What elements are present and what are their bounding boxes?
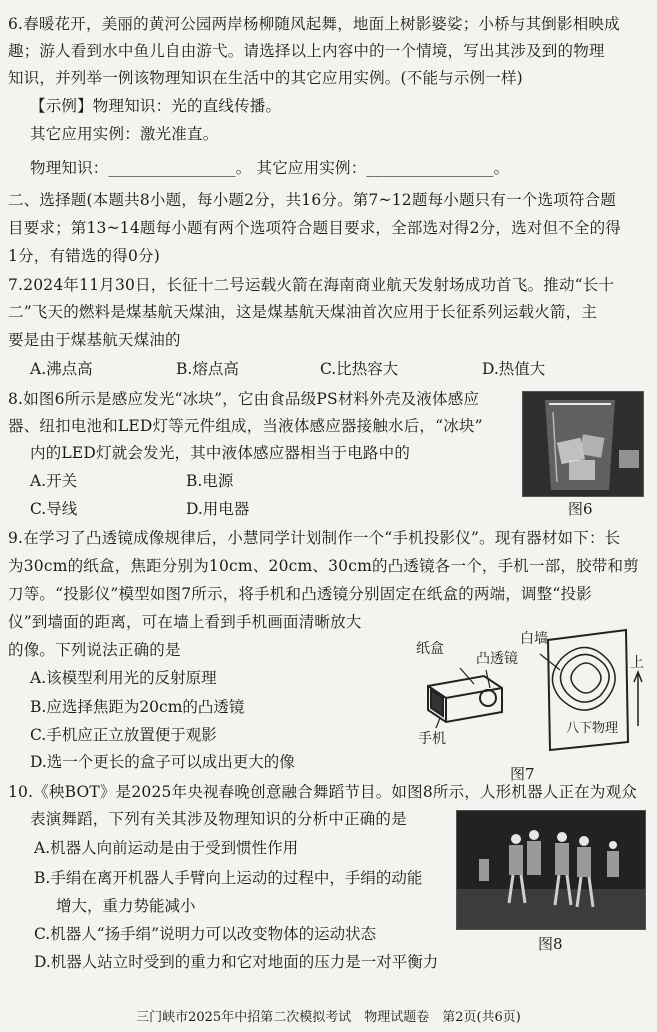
section-line: 1分，有错选的得0分) [8,247,160,265]
q9-line: 为30cm的纸盒，焦距分别为10cm、20cm、30cm的凸透镜各一个，手机一部，胶带和剪 [8,557,639,575]
q9-option-d[interactable]: D.选一个更长的盒子可以成出更大的像 [30,753,295,771]
section-line: 二、选择题(本题共8小题，每小题2分，共16分。第7~12题每小题只有一个选项符合题 [8,191,616,209]
q9-line: 的像。下列说法正确的是 [8,641,181,659]
up-label: 上 [630,655,644,671]
q8-option-b[interactable]: B.电源 [186,472,234,490]
q6-example: 【示例】物理知识：光的直线传播。 [30,97,282,115]
section-line: 目要求；第13~14题每小题有两个选项符合题目要求，全部选对得2分，选对但不全的得 [8,219,621,237]
q6-answer-blanks[interactable]: 物理知识：________________。 其它应用实例：________________。 [30,159,510,177]
q9-option-c[interactable]: C.手机应正立放置便于观影 [30,726,217,744]
q8-line: 8.如图6所示是感应发光“冰块”，它由食品级PS材料外壳及液体感应 [8,390,480,408]
q7-line: 二”飞天的燃料是煤基航天煤油，这是煤基航天煤油首次应用于长征系列运载火箭，主 [8,303,598,321]
figure-7-caption: 图7 [510,765,535,783]
robot-dance-photo [456,810,646,930]
ice-cube-photo [522,391,644,497]
q8-line: 器、纽扣电池和LED灯等元件组成，当液体感应器接触水后，“冰块” [8,417,483,435]
q10-option-b[interactable]: B.手绢在离开机器人手臂向上运动的过程中，手绢的动能 [34,869,423,887]
q6-line: 6.春暖花开，美丽的黄河公园两岸杨柳随风起舞，地面上树影婆娑；小桥与其倒影相映成 [8,15,620,33]
q9-line: 9.在学习了凸透镜成像规律后，小慧同学计划制作一个“手机投影仪”。现有器材如下：长 [8,529,621,547]
q7-option-d[interactable]: D.热值大 [482,360,546,378]
q7-line: 7.2024年11月30日，长征十二号运载火箭在海南商业航天发射场成功首飞。推动“长十 [8,276,615,294]
q10-option-d[interactable]: D.机器人站立时受到的重力和它对地面的压力是一对平衡力 [34,953,439,971]
q7-option-a[interactable]: A.沸点高 [30,360,93,378]
q8-option-d[interactable]: D.用电器 [186,500,250,518]
figure-7 [416,628,646,758]
q10-line: 表演舞蹈，下列有关其涉及物理知识的分析中正确的是 [30,810,407,828]
figure-8-caption: 图8 [538,935,563,953]
q9-line: 刀等。“投影仪”模型如图7所示，将手机和凸透镜分别固定在纸盒的两端，调整“投影 [8,585,592,603]
q8-option-a[interactable]: A.开关 [30,472,78,490]
q6-line: 知识，并列举一例该物理知识在生活中的其它应用实例。(不能与示例一样) [8,69,523,87]
q8-option-c[interactable]: C.导线 [30,500,78,518]
wall-label: 白墙 [520,631,548,647]
q10-option-a[interactable]: A.机器人向前运动是由于受到惯性作用 [34,839,299,857]
q6-example-application: 其它应用实例：激光准直。 [30,125,219,143]
q9-option-b[interactable]: B.应选择焦距为20cm的凸透镜 [30,698,245,716]
q9-line: 仪”到墙面的距离，可在墙上看到手机画面清晰放大 [8,613,362,631]
q9-option-a[interactable]: A.该模型利用光的反射原理 [30,669,217,687]
q6-line: 趣；游人看到水中鱼儿自由游弋。请选择以上内容中的一个情境，写出其涉及到的物理 [8,42,605,60]
q10-option-b-cont: 增大，重力势能减小 [56,897,196,915]
q10-option-c[interactable]: C.机器人“扬手绢”说明力可以改变物体的运动状态 [34,925,377,943]
screen-text: 八下物理 [566,721,619,736]
q7-line: 要是由于煤基航天煤油的 [8,331,181,349]
lens-label: 凸透镜 [476,651,518,667]
box-label: 纸盒 [416,641,444,657]
figure-6-caption: 图6 [568,500,593,518]
page-footer: 三门峡市2025年中招第二次模拟考试 物理试题卷 第2页(共6页) [136,1010,521,1025]
q7-option-b[interactable]: B.熔点高 [176,360,239,378]
phone-label: 手机 [418,731,446,747]
q7-option-c[interactable]: C.比热容大 [320,360,399,378]
q8-line: 内的LED灯就会发光，其中液体感应器相当于电路中的 [30,444,411,462]
q10-line: 10.《秧BOT》是2025年央视春晚创意融合舞蹈节目。如图8所示，人形机器人正在为观众 [8,783,637,801]
